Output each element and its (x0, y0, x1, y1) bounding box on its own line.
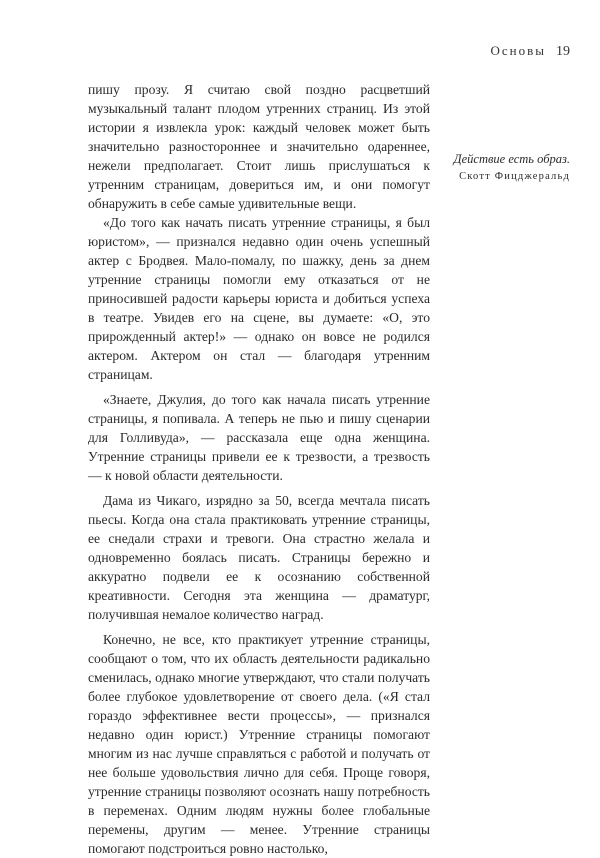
paragraph-1: пишу прозу. Я считаю свой поздно расцветший музыкальный талант плодом утренних страниц. Из этой истории я извлекла урок: каждый человек может быть значительно разностороннее и значительно одареннее, нежели предполагает. Стоит лишь прислушаться к утренним страницам, довериться им, и они помогут обнаружить в себе самые удивительные вещи. (88, 82, 430, 211)
section-title: Основы (490, 43, 546, 58)
paragraph-4: Дама из Чикаго, изрядно за 50, всегда мечтала писать пьесы. Когда она стала практиковать утренние страницы, ее снедали страхи и тревоги. Она страстно желала и одновременно боялась писать. Страницы бережно и аккуратно подвели ее к осознанию собственной креативности. Сегодня эта женщина — драматург, получившая немалое количество наград. (88, 493, 430, 622)
epigraph-quote: Действие есть образ. (453, 152, 570, 166)
page-number: 19 (556, 44, 570, 59)
epigraph (400, 150, 570, 186)
paragraph-5: Конечно, не все, кто практикует утренние страницы, сообщают о том, что их область деятельности радикально сменилась, однако многие утверждают, что стали получать более глубокое удовлетворение от своего дела. («Я стал гораздо эффективнее вести процессы», — признался недавно один юрист.) Утренние страницы помогают многим из нас лучше справляться с работой и получать от нее больше удовольствия лично для себя. Проще говоря, утренние страницы позволяют осознать нашу потребность в переменах. Одним людям нужны более глобальные перемены, другим — менее. Утренние страницы помогают подстроиться ровно настолько, (88, 632, 430, 856)
main-text-column (88, 80, 430, 858)
running-head (491, 43, 571, 60)
epigraph-author: Скотт Фицджеральд (459, 171, 570, 182)
paragraph-3: «Знаете, Джулия, до того как начала писать утренние страницы, я попивала. А теперь не пью и пишу сценарии для Голливуда», — рассказала еще одна женщина. Утренние страницы привели ее к трезвости, а трезвость — к новой области деятельности. (88, 392, 430, 483)
paragraph-2: «До того как начать писать утренние страницы, я был юристом», — признался недавно один очень успешный актер с Бродвея. Мало-помалу, по шажку, день за днем утренние страницы помогли ему отказаться от не приносившей радости карьеры юриста и добиться успеха в театре. Увидев его на сцене, вы думаете: «О, это прирожденный актер!» — однако он вовсе не родился актером. Актером он стал — благодаря утренним страницам. (88, 215, 430, 382)
